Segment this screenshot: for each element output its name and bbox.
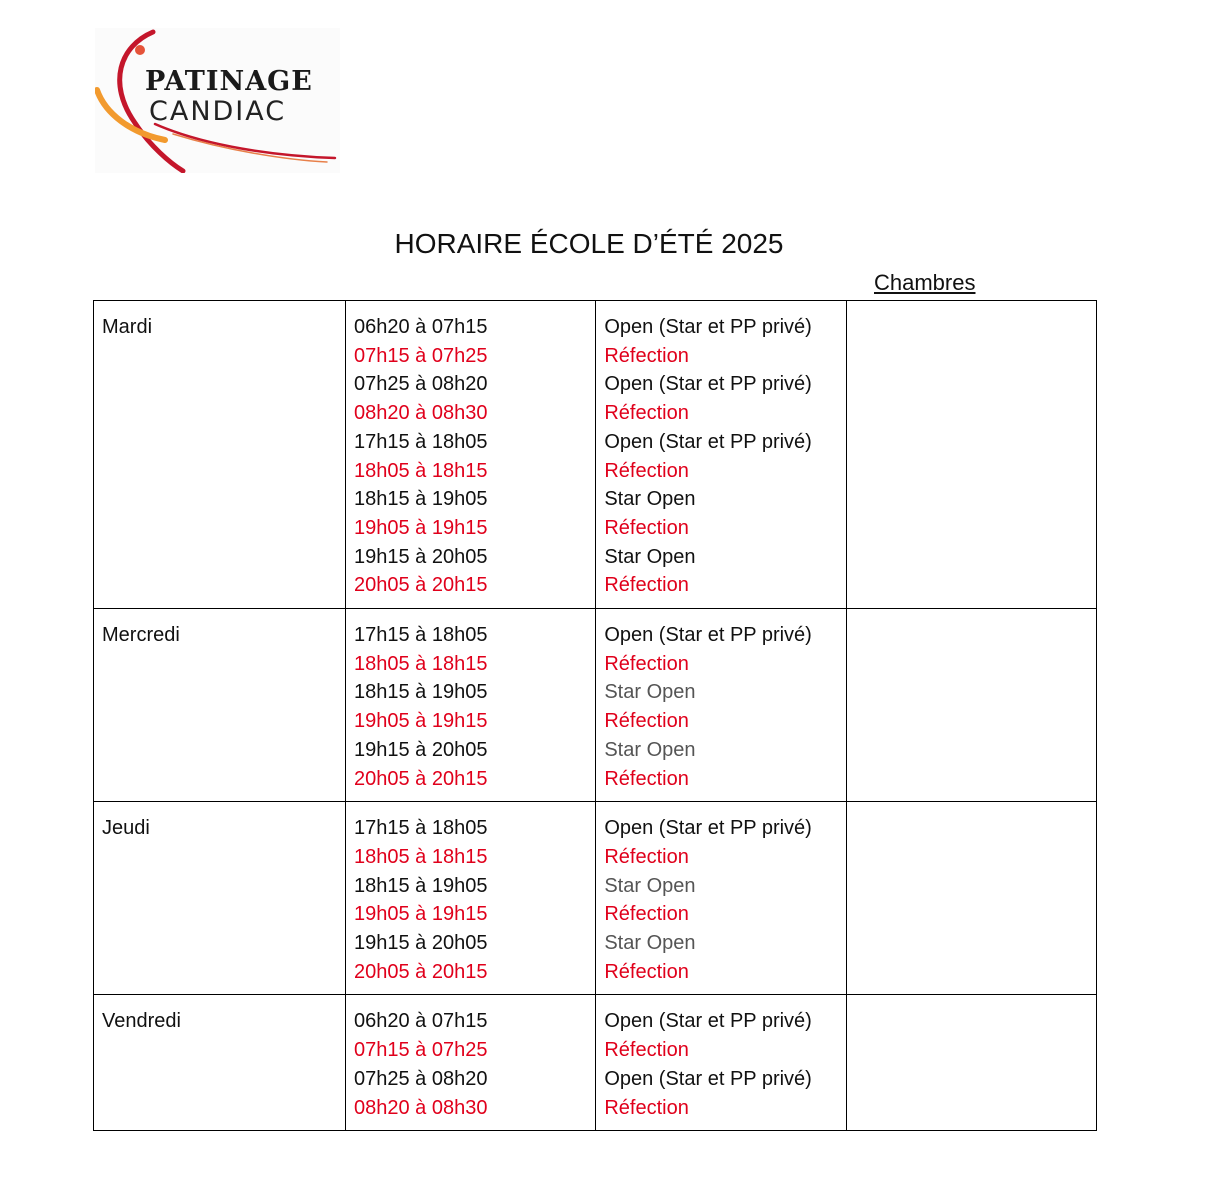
activity-label: Réfection [604, 344, 689, 367]
day-cell [94, 995, 346, 1131]
time-slot: 07h15 à 07h25 [354, 344, 488, 367]
time-slot: 08h20 à 08h30 [354, 1096, 488, 1119]
activity-label: Réfection [604, 516, 689, 539]
time-slot: 19h05 à 19h15 [354, 710, 488, 733]
chambres-column-label: Chambres [874, 270, 976, 295]
day-name: Jeudi [102, 817, 150, 840]
time-slot: 18h05 à 18h15 [354, 845, 488, 868]
activity-label: Star Open [604, 738, 696, 761]
time-slot: 19h15 à 20h05 [354, 545, 488, 568]
day-name: Mardi [102, 316, 153, 338]
activity-label: Open (Star et PP privé) [604, 1067, 812, 1090]
activity-label: Star Open [604, 681, 696, 704]
time-slot: 19h15 à 20h05 [354, 738, 488, 761]
logo-word-candiac: CANDIAC [149, 96, 287, 127]
activity-label: Réfection [604, 402, 689, 425]
activity-label: Réfection [604, 459, 689, 482]
activity-label: Réfection [604, 574, 689, 597]
activity-label: Star Open [604, 545, 696, 568]
chambres-cell [846, 802, 1096, 995]
time-slot: 06h20 à 07h15 [354, 316, 488, 338]
time-slot: 07h25 à 08h20 [354, 373, 488, 396]
logo-word-patinage: PATINAGE [145, 66, 313, 97]
activity-label: Réfection [604, 767, 689, 790]
activity-label: Réfection [604, 903, 689, 926]
activity-label: Réfection [604, 710, 689, 733]
activity-label: Open (Star et PP privé) [604, 624, 812, 647]
day-cell [94, 609, 346, 802]
activity-label: Open (Star et PP privé) [604, 1010, 812, 1033]
activity-label: Réfection [604, 1096, 689, 1119]
time-slot: 06h20 à 07h15 [354, 1010, 488, 1033]
activity-cell [596, 802, 846, 995]
time-slot: 19h05 à 19h15 [354, 516, 488, 539]
activity-label: Open (Star et PP privé) [604, 316, 812, 338]
schedule-row-mercredi [94, 609, 1097, 802]
activity-label: Open (Star et PP privé) [604, 817, 812, 840]
time-slot: 18h15 à 19h05 [354, 681, 488, 704]
activity-cell [596, 995, 846, 1131]
chambres-cell [846, 609, 1096, 802]
time-slot: 18h05 à 18h15 [354, 652, 488, 675]
time-slot: 20h05 à 20h15 [354, 960, 488, 983]
time-cell [346, 301, 596, 609]
time-slot: 07h15 à 07h25 [354, 1039, 488, 1062]
chambres-cell [846, 301, 1096, 609]
time-slot: 20h05 à 20h15 [354, 767, 488, 790]
time-cell [346, 802, 596, 995]
activity-label: Réfection [604, 960, 689, 983]
schedule-row-jeudi [94, 802, 1097, 995]
activity-cell [596, 301, 846, 609]
schedule-row-vendredi [94, 995, 1097, 1131]
day-name: Vendredi [102, 1010, 181, 1033]
activity-cell [596, 609, 846, 802]
time-slot: 17h15 à 18h05 [354, 430, 488, 453]
activity-label: Réfection [604, 845, 689, 868]
day-cell [94, 802, 346, 995]
day-cell [94, 301, 346, 609]
patinage-candiac-logo [95, 28, 340, 173]
activity-label: Open (Star et PP privé) [604, 373, 812, 396]
activity-label: Star Open [604, 874, 696, 897]
time-slot: 19h15 à 20h05 [354, 932, 488, 955]
time-slot: 20h05 à 20h15 [354, 574, 488, 597]
day-name: Mercredi [102, 624, 180, 647]
chambres-cell [846, 995, 1096, 1131]
time-slot: 18h15 à 19h05 [354, 488, 488, 511]
page-title: HORAIRE ÉCOLE D’ÉTÉ 2025 [394, 228, 784, 259]
time-cell [346, 995, 596, 1131]
time-slot: 18h15 à 19h05 [354, 874, 488, 897]
time-slot: 07h25 à 08h20 [354, 1067, 488, 1090]
time-slot: 17h15 à 18h05 [354, 624, 488, 647]
activity-label: Open (Star et PP privé) [604, 430, 812, 453]
time-slot: 08h20 à 08h30 [354, 402, 488, 425]
time-cell [346, 609, 596, 802]
time-slot: 19h05 à 19h15 [354, 903, 488, 926]
time-slot: 18h05 à 18h15 [354, 459, 488, 482]
activity-label: Star Open [604, 488, 696, 511]
schedule-table [93, 300, 1097, 1131]
activity-label: Star Open [604, 932, 696, 955]
activity-label: Réfection [604, 652, 689, 675]
time-slot: 17h15 à 18h05 [354, 817, 488, 840]
schedule-row-mardi [94, 301, 1097, 609]
activity-label: Réfection [604, 1039, 689, 1062]
